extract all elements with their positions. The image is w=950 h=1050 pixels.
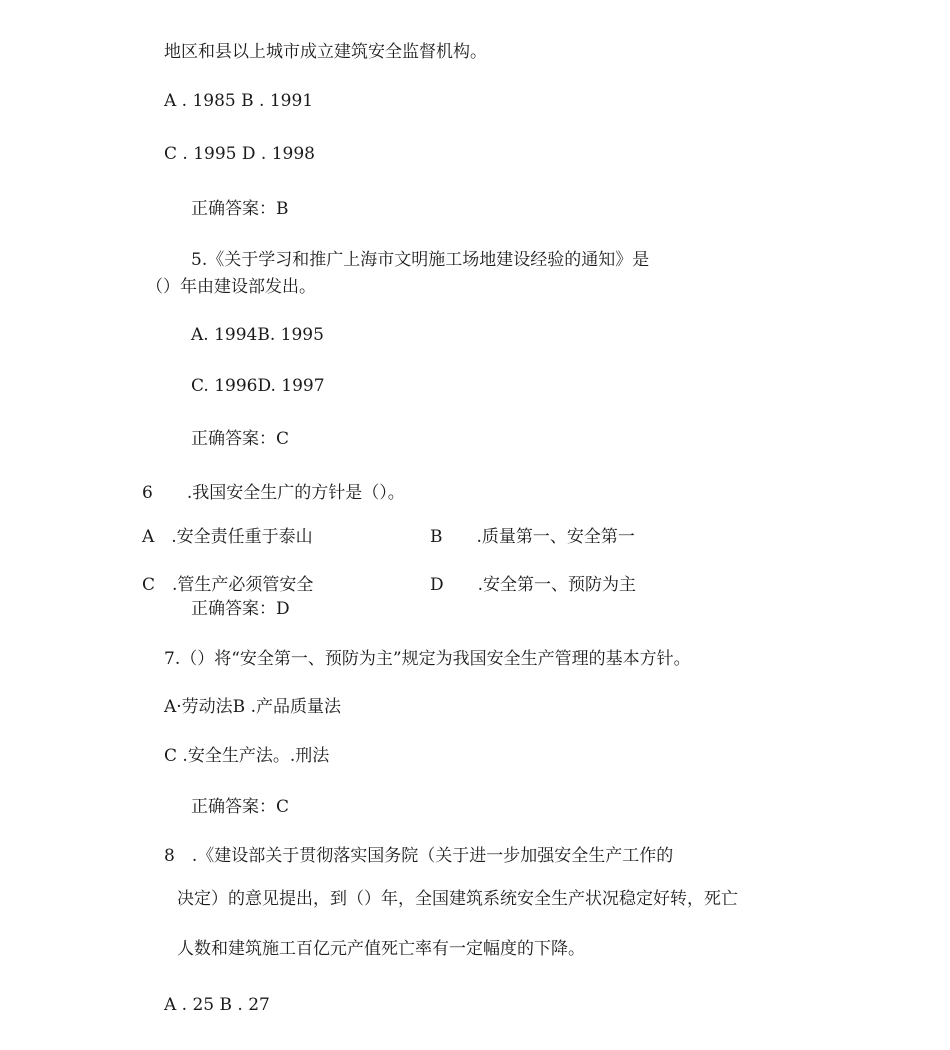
q4-answer: 正确答案：B xyxy=(191,199,289,219)
q5-options-cd: C. 1996D. 1997 xyxy=(191,376,325,396)
q7-stem: 7.（）将“安全第一、预防为主”规定为我国安全生产管理的基本方针。 xyxy=(164,649,691,669)
q6-answer: 正确答案：D xyxy=(191,599,290,619)
q6-option-c: C .管生产必须管安全 xyxy=(142,575,314,595)
q6-option-b: B .质量第一、安全第一 xyxy=(430,527,635,547)
q4-stem-continuation: 地区和县以上城市成立建筑安全监督机构。 xyxy=(164,42,487,62)
q8-options-ab: A . 25 B . 27 xyxy=(164,995,270,1015)
q7-options-ab: A·劳动法B .产品质量法 xyxy=(164,697,341,717)
q4-options-ab: A . 1985 B . 1991 xyxy=(164,91,314,111)
q5-answer: 正确答案：C xyxy=(191,429,290,449)
q5-stem: 5.《关于学习和推广上海市文明施工场地建设经验的通知》是 xyxy=(191,250,650,270)
q6-stem: 6 .我国安全生广的方针是（）。 xyxy=(142,483,405,503)
q7-options-cd: C .安全生产法。.刑法 xyxy=(164,746,330,766)
q8-stem: 8 .《建设部关于贯彻落实国务院（关于进一步加强安全生产工作的 xyxy=(164,846,674,866)
q5-options-ab: A. 1994B. 1995 xyxy=(191,325,324,345)
q8-stem-continuation-1: 决定）的意见提出，到（）年，全国建筑系统安全生产状况稳定好转，死亡 xyxy=(177,889,738,909)
q6-option-a: A .安全责任重于泰山 xyxy=(142,527,313,547)
q5-stem-continuation: （）年由建设部发出。 xyxy=(146,277,316,297)
q6-option-d: D .安全第一、预防为主 xyxy=(430,575,637,595)
q8-stem-continuation-2: 人数和建筑施工百亿元产值死亡率有一定幅度的下降。 xyxy=(177,939,585,959)
q4-options-cd: C . 1995 D . 1998 xyxy=(164,144,315,164)
q7-answer: 正确答案：C xyxy=(191,797,290,817)
